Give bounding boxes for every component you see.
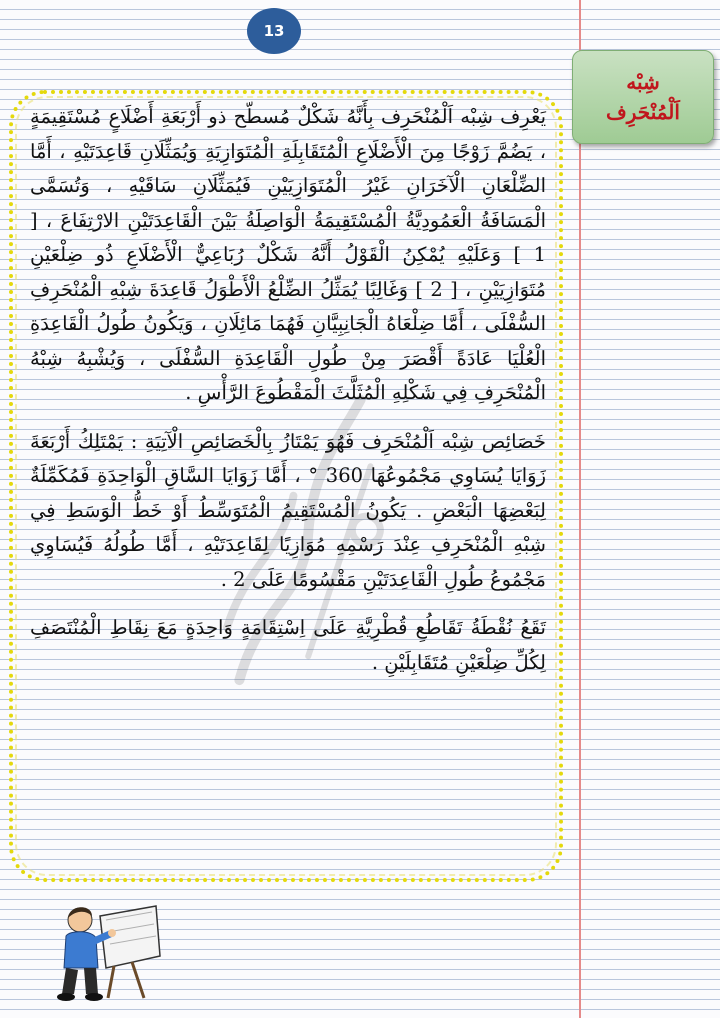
title-line-2: اَلْمُنْحَرِف xyxy=(606,100,680,124)
title-box xyxy=(572,50,714,144)
diagonals-paragraph: تَقَعُ نُقْطَةُ تَقَاطُعِ قُطْرِيَّةِ عَلَى اِسْتِقَامَةٍ وَاحِدَةٍ مَعَ نِقَاطِ الْمُنْتَصَفِ لِكُلِّ ضِلْعَيْنِ مُتَقَابِلَيْنِ . xyxy=(30,616,546,674)
body-text xyxy=(30,100,546,680)
page-number-badge xyxy=(247,8,301,54)
definition-paragraph: يَعْرِف شِبْه اَلْمُنْحَرِف بِأَنَّهُ شَكْلٌ مُسطّح ذو أَرْبَعَةِ أَضْلَاعٍ مُسْتَقِيمَةٍ ، يَضُمَّ زَوْجًا مِنَ الْأَضْلَاعِ الْمُتَقَابِلَةِ الْمُتَوَازِيَةِ وَيُمَثِّلَانِ قَاعِدَتَيْهِ ، أَمَّا الضِّلْعَانِ الْآخَرَانِ غَيْرُ الْمُتَوَازِيَيْنِ فَيُمَثِّلَانِ سَاقَيْهِ ، وَتُسَمَّى الْمَسَافَةُ الْعَمُودِيَّةُ الْمُسْتَقِيمَةُ الْوَاصِلَةُ بَيْنَ الْقَاعِدَتَيْنِ الارْتِفَاعَ ، [ 1 ] وَعَلَيْهِ يُمْكِنُ الْقَوْلُ أَنَّهُ شَكْلٌ رُبَاعِيٌّ الْأَضْلَاعِ ذُو ضِلْعَيْنِ مُتَوَازِيَيْنِ ، [ 2 ] وَغَالِبًا يُمَثِّلُ الضِّلْعُ الْأَطْوَلُ قَاعِدَةَ شِبْهِ الْمُنْحَرِفِ السُّفْلَى ، أَمَّا ضِلْعَاهُ الْجَانِبِيَّانِ فَهُمَا مَائِلَانِ ، وَيَكُونُ طُولُ الْقَاعِدَةِ الْعُلْيَا عَادَةً أَقْصَرَ مِنْ طُولِ الْقَاعِدَةِ السُّفْلَى ، وَيُشْبِهُ شِبْهُ الْمُنْحَرِفِ فِي شَكْلِهِ الْمُثَلَّثَ الْمَقْطُوعَ الرَّأْسِ . xyxy=(30,105,546,404)
page-number: 13 xyxy=(263,22,285,40)
student-drawing-at-easel-icon xyxy=(52,898,164,1006)
notebook-margin-line xyxy=(579,0,581,1018)
properties-paragraph: خَصَائِص شِبْه اَلْمُنْحَرِف فَهُوَ يَمْتَازُ بِالْخَصَائِصِ الْآتِيَةِ : يَمْتَلِكُ أَرْبَعَةَ زَوَايَا يُسَاوِي مَجْمُوعُهَا 360 ° ، أَمَّا زَوَايَا السَّاقِ الْوَاحِدَةِ فَمُكَمِّلَةٌ لِبَعْضِهَا الْبَعْضِ . يَكُونُ الْمُسْتَقِيمُ الْمُتَوَسِّطُ أَوْ خَطُّ الْوَسَطِ فِي شِبْهِ الْمُنْحَرِفِ عِنْدَ رَسْمِهِ مُوَازِيًا لِقَاعِدَتَيْهِ ، أَمَّا طُولُهُ فَيُسَاوِي مَجْمُوعُ طُولِ الْقَاعِدَتَيْنِ مَقْسُومًا عَلَى 2 . xyxy=(30,429,546,591)
title-line-1: شِبْه xyxy=(626,70,660,94)
